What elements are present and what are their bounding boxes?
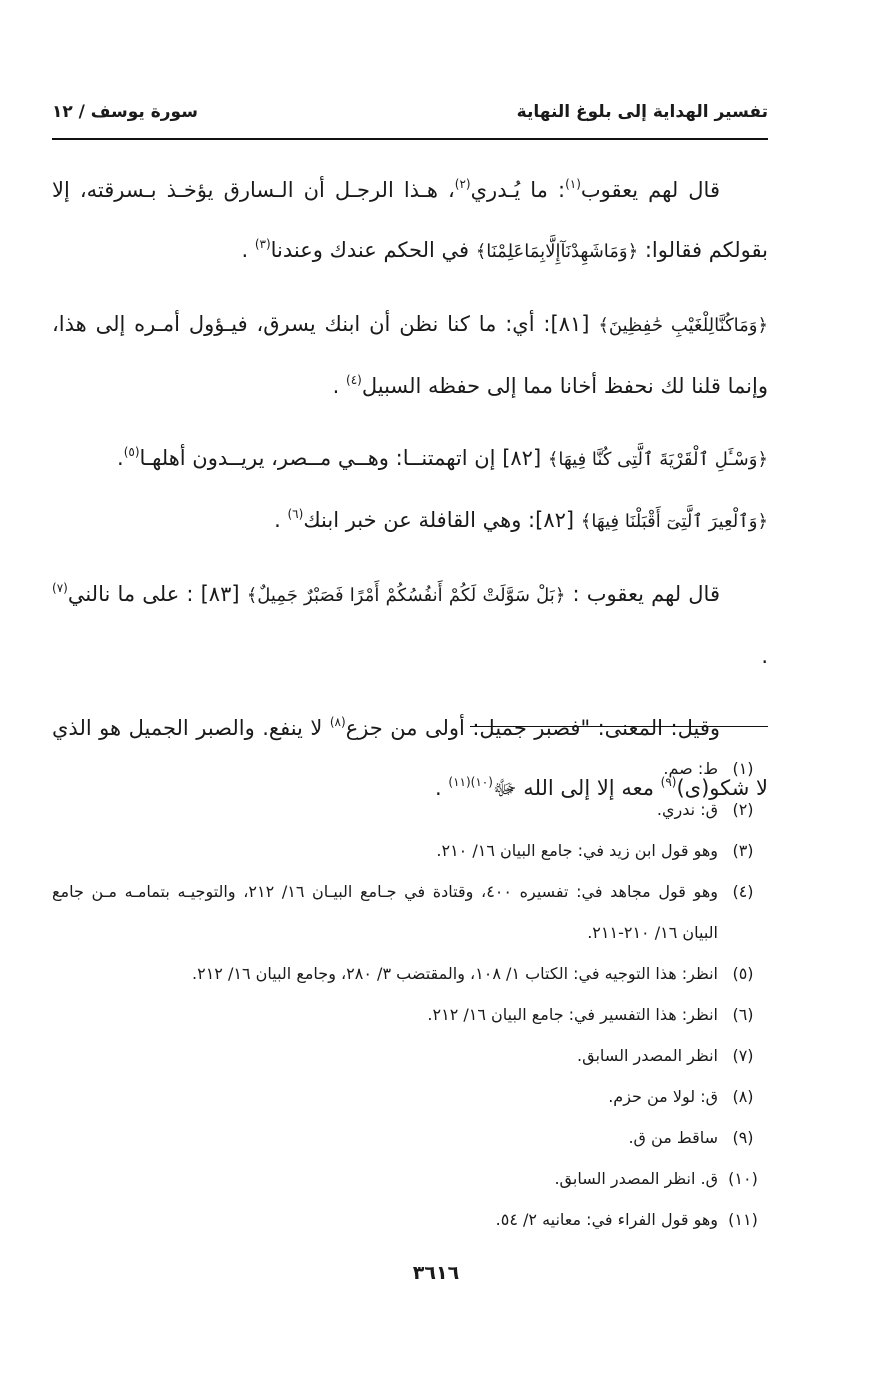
footnote-ref[interactable]: (٤) <box>346 373 362 387</box>
book-title: تفسير الهداية إلى بلوغ النهاية <box>516 102 768 122</box>
footnote-text: انظر: هذا التفسير في: جامع البيان ١٦/ ٢١٢. <box>427 1005 718 1024</box>
footnote-ref[interactable]: (١) <box>565 177 581 191</box>
verse-number: [٨٢] <box>535 508 581 532</box>
footnotes-list <box>52 748 768 1240</box>
verse-number: [٨١] <box>550 312 599 336</box>
quran-verse: ﴿بَلْ سَوَّلَتْ لَكُمْ أَنفُسُكُمْ أَمْرًا فَصَبْرٌ جَمِيلٌ﴾ <box>246 585 566 606</box>
surah-label: سورة يوسف / ١٢ <box>52 102 198 122</box>
text-run: : وهي القافلة عن خبر ابنك <box>303 508 536 532</box>
paragraph-5 <box>52 564 768 686</box>
footnote-item <box>52 1158 768 1199</box>
footnote-text: انظر: هذا التوجيه في: الكتاب ١/ ١٠٨، والمقتضب ٣/ ٢٨٠، وجامع البيان ١٦/ ٢١٢. <box>192 964 718 983</box>
page-number: ٣٦١٦ <box>412 1262 460 1284</box>
verse-number: [٨٣] <box>200 582 247 606</box>
header-rule <box>52 138 768 140</box>
text-run: إن اتهمتنــا: وهــي مــصر، يريــدون أهلهـا <box>139 446 503 470</box>
quran-verse: ﴿وَمَاكُنَّالِلْغَيْبِ حَٰفِظِينَ﴾ <box>598 315 769 336</box>
text-run: لا ينفع. والصبر الجميل هو الذي لا شكو(ى) <box>52 716 768 800</box>
footnote-item <box>52 1035 768 1076</box>
text-run: : أي: ما كنا نظن أن ابنك يسرق، فيـؤول أمـره إلى هذا، وإنما قلنا لك نحفظ أخانا مما إلى حفظه السبيل <box>52 312 768 398</box>
footnote-ref[interactable]: (٢) <box>454 177 471 191</box>
footnote-text: انظر المصدر السابق. <box>577 1046 718 1065</box>
paragraph-1 <box>52 160 768 282</box>
footnote-number: (٧) <box>732 1046 754 1065</box>
text-run: : على ما نالني <box>67 582 201 606</box>
running-header <box>52 98 768 134</box>
footnote-item <box>52 1117 768 1158</box>
text-run: . <box>332 374 346 398</box>
footnote-item <box>52 748 768 789</box>
footnote-item <box>52 789 768 830</box>
text-run: قال لهم يعقوب : <box>565 582 720 606</box>
text-run: . <box>241 238 255 262</box>
quran-verse: ﴿وَسْـَٔلِ ٱلْقَرْيَةَ ٱلَّتِى كُنَّا فِيهَا﴾ <box>547 449 768 470</box>
text-run: . <box>435 776 449 800</box>
footnote-number: (٨) <box>732 1087 754 1106</box>
footnote-separator <box>470 726 768 727</box>
footnote-item <box>52 830 768 871</box>
text-run: وقيل: المعنى: "فصبر جميل: أولى من جزع <box>345 716 721 740</box>
footnote-text: ق: لولا من حزم. <box>608 1087 718 1106</box>
footnote-number: (١١) <box>728 1210 758 1229</box>
footnote-text: ق: ندري. <box>656 800 718 819</box>
text-run: في الحكم عندك وعندنا <box>270 238 476 262</box>
text-run: قال لهم يعقوب <box>580 178 720 202</box>
text-run: . <box>761 644 768 668</box>
footnote-text: وهو قول ابن زيد في: جامع البيان ١٦/ ٢١٠. <box>436 841 718 860</box>
footnote-number: (١) <box>732 759 754 778</box>
footnote-ref[interactable]: (٨) <box>329 715 346 729</box>
text-run: : ما يُـدري <box>470 178 566 202</box>
verse-number: [٨٢] <box>502 446 548 470</box>
footnote-text: ط: صم. <box>663 759 718 778</box>
text-run: . <box>274 508 288 532</box>
footnote-number: (٥) <box>732 964 754 983</box>
footnote-number: (٩) <box>732 1128 754 1147</box>
footnote-ref[interactable]: (٥) <box>123 445 140 459</box>
footnote-ref[interactable]: (٦) <box>287 507 304 521</box>
quran-verse: ﴿وَمَاشَهِدْنَآإِلَّابِمَاعَلِمْنَا﴾ <box>475 241 639 262</box>
footnote-number: (٣) <box>732 841 754 860</box>
footnote-item <box>52 1076 768 1117</box>
footnote-ref[interactable]: (١٠) <box>470 775 493 789</box>
footnote-number: (١٠) <box>728 1169 758 1188</box>
footnote-text: وهو قول مجاهد في: تفسيره ٤٠٠، وقتادة في جـامع البيـان ١٦/ ٢١٢، والتوجيـه بتمامـه مـن جامع البيان ١٦/ ٢١٠-٢١١. <box>52 882 718 942</box>
footnote-ref[interactable]: (٩) <box>660 775 677 789</box>
text-run: معه إلا إلى الله ﷻ <box>492 776 661 800</box>
footnote-text: ق. انظر المصدر السابق. <box>554 1169 718 1188</box>
footnote-ref[interactable]: (١١) <box>448 775 471 789</box>
footnote-number: (٦) <box>732 1005 754 1024</box>
main-text <box>52 160 768 818</box>
footnote-item <box>52 994 768 1035</box>
paragraph-3 <box>52 428 768 490</box>
footnote-number: (٤) <box>732 882 754 901</box>
paragraph-2 <box>52 294 768 416</box>
quran-verse: ﴿وَٱلْعِيرَ ٱلَّتِىٓ أَقْبَلْنَا فِيهَا﴾ <box>580 511 768 532</box>
footnote-text: وهو قول الفراء في: معانيه ٢/ ٥٤. <box>495 1210 718 1229</box>
text-run: . <box>117 446 124 470</box>
paragraph-4 <box>52 490 768 552</box>
footnote-item <box>52 871 768 953</box>
footnote-item <box>52 953 768 994</box>
footnote-number: (٢) <box>732 800 754 819</box>
footnote-ref[interactable]: (٣) <box>254 237 271 251</box>
footnote-ref[interactable]: (٧) <box>52 581 68 595</box>
footnote-text: ساقط من ق. <box>628 1128 718 1147</box>
text-run: ، هـذا الرجـل أن الـسارق يؤخـذ بـسرقته، إلا بقولكم فقالوا: <box>52 178 768 262</box>
footnote-item <box>52 1199 768 1240</box>
